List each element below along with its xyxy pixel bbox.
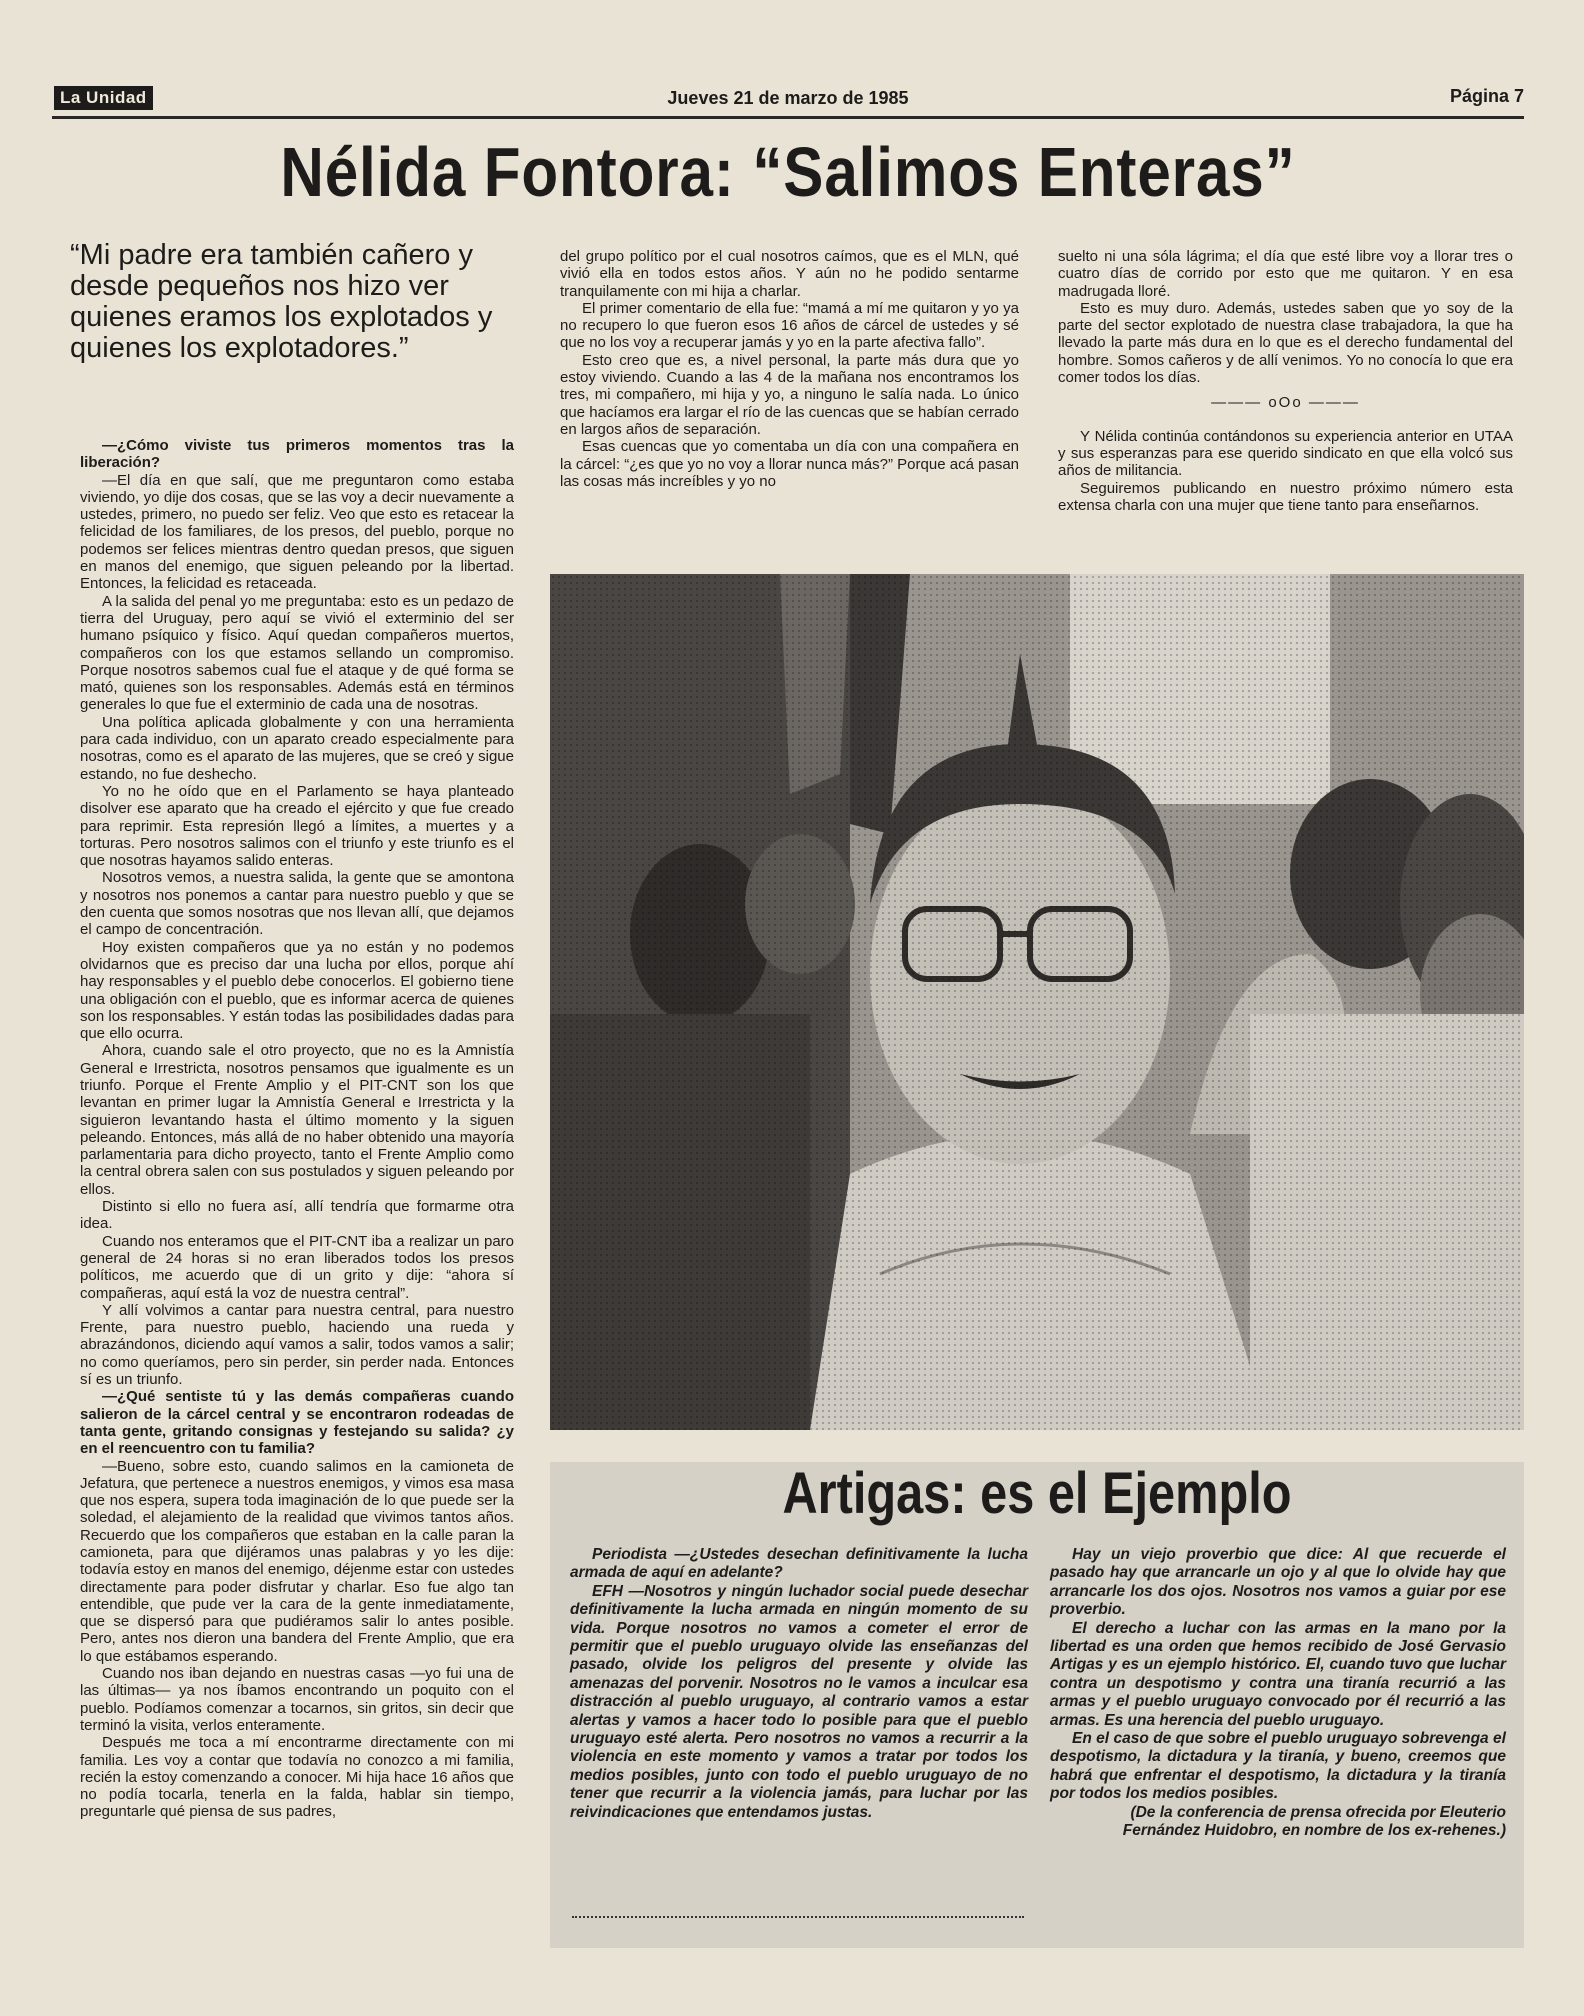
- pull-quote: “Mi padre era también cañero y desde pequeños nos hizo ver quienes eramos los explotados y quienes los explotadores.”: [70, 239, 493, 364]
- section-separator: ——— oOo ———: [1211, 394, 1360, 412]
- paragraph: Distinto si ello no fuera así, allí tendría que formarme otra idea.: [80, 1198, 514, 1233]
- article-column-2: [560, 248, 1019, 490]
- paragraph: Esto es muy duro. Además, ustedes saben que yo soy de la parte del sector explotado de nuestra clase trabajadora, la que ha llevado la parte más dura en lo que es el derecho fundamental del hombre. Somos cañeros y de allí venimos. Yo no conocía lo que era comer todos los días.: [1058, 299, 1513, 387]
- paragraph: del grupo político por el cual nosotros caímos, que es el MLN, qué vivió ella en todos estos años. Y aún no he podido sentarme tranquilamente con mi hija a charlar.: [560, 248, 1019, 300]
- paragraph: suelto ni una sóla lágrima; el día que esté libre voy a llorar tres o cuatro días de corrido por esto que me quitaron. Y en esa madrugada lloré.: [1058, 248, 1513, 300]
- paragraph: El primer comentario de ella fue: “mamá a mí me quitaron y yo ya no recupero lo que fueron esos 16 años de cárcel de ustedes y sé que no los voy a recuperar jamás y yo en la parte afectiva fallo”.: [560, 299, 1019, 352]
- paragraph: Y allí volvimos a cantar para nuestra central, para nuestro Frente, para nuestro pueblo, haciendo una rueda y abrazándonos, diciendo aquí vamos a salir, todos vamos a salir; no como queríamos, pero sin perder, sin perder nada. Entonces sí es un triunfo.: [80, 1301, 514, 1389]
- paragraph: Una política aplicada globalmente y con una herramienta para cada individuo, con un aparato creado especialmente para nosotras, como es el aparato de las mujeres, que se creó y sigue estando, no fue deshecho.: [80, 713, 514, 783]
- paragraph: —Bueno, sobre esto, cuando salimos en la camioneta de Jefatura, que pertenece a nuestros enemigos, y vimos esa masa que nos espera, supera toda imaginación de lo que puede ser la soledad, el alejamiento de la realidad que vivimos tantos años. Recuerdo que los compañeros que estaban en la calle paran la camioneta, para que dijéramos unas palabras y yo les dije: todavía estoy en manos del enemigo, déjenme estar con ustedes directamente para poder disfrutar y charlar. Eso fue algo tan entendible, que pude ver la cara de la gente inmediatamente, que se dispersó para que pudiéramos salir lo antes posible. Pero, antes nos dieron una bandera del Frente Amplio, que era lo que estábamos esperando.: [80, 1457, 514, 1665]
- paragraph: Seguiremos publicando en nuestro próximo número esta extensa charla con una mujer que tiene tanto para enseñarnos.: [1058, 479, 1513, 514]
- paragraph: Cuando nos iban dejando en nuestras casas —yo fui una de las últimas— ya nos íbamos encontrando un poquito con el pueblo. Podíamos comenzar a tocarnos, sin gritos, sin decir que terminó la visita, verlos enteramente.: [80, 1665, 514, 1734]
- dotted-rule: [572, 1916, 1024, 1918]
- paragraph: El derecho a luchar con las armas en la mano por la libertad es una orden que hemos recibido de José Gervasio Artigas y es un ejemplo histórico. El, cuando tuvo que luchar contra un despotismo y contra una tiranía recurrió a las armas y el pueblo uruguayo convocado por él recurrió a las armas. Es una herencia del pueblo uruguayo.: [1050, 1619, 1506, 1729]
- paragraph: Hay un viejo proverbio que dice: Al que recuerde el pasado hay que arrancarle un ojo y al que lo olvide hay que arrancarle los dos ojos. Nosotros nos vamos a guiar por ese proverbio.: [1050, 1546, 1506, 1619]
- source-credit: (De la conferencia de prensa ofrecida por Eleuterio Fernández Huidobro, en nombre de los ex-rehenes.): [1122, 1803, 1506, 1840]
- paragraph: Periodista —¿Ustedes desechan definitivamente la lucha armada de aquí en adelante?: [570, 1546, 1028, 1582]
- paragraph: A la salida del penal yo me preguntaba: esto es un pedazo de tierra del Uruguay, pero aquí se vivió el exterminio del ser humano psíquico y físico. Aquí quedan compañeros muertos, compañeros con los que estamos sellando un compromiso. Porque nosotros sabemos cual fue el ataque y de qué forma se mató, quienes son los responsables. Además está en términos generales lo que fue el exterminio de cada una de nosotras.: [80, 592, 514, 714]
- paragraph: Nosotros vemos, a nuestra salida, la gente que se amontona y nosotros nos ponemos a cantar para nuestro pueblo y que se den cuenta que somos nosotras que nos llevan allí, que dejamos el campo de concentración.: [80, 869, 514, 939]
- article-column-1: [80, 437, 514, 1821]
- paragraph: Esto creo que es, a nivel personal, la parte más dura que yo estoy viviendo. Cuando a las 4 de la mañana nos encontramos los tres, mi compañero, mi hija y yo, a ninguno le salía nada. Lo único que hacíamos era largar el río de las cuencas que se habían cerrado en largos años de separación.: [560, 351, 1019, 438]
- interview-question: —¿Cómo viviste tus primeros momentos tras la liberación?: [80, 437, 514, 472]
- paragraph: —El día en que salí, que me preguntaron como estaba viviendo, yo dije dos cosas, que se las voy a decir nuevamente a ustedes, primero, no puedo ser feliz. Veo que esto es retacear la felicidad de los familiares, de los presos, del pueblo, porque no podemos ser felices mientras dentro quedan presos, que siguen en manos del enemigo, que siguen peleando por la libertad. Entonces, la felicidad es retaceada.: [80, 471, 514, 593]
- page-number: Página 7: [1449, 86, 1524, 106]
- article-column-3: [1058, 248, 1513, 514]
- paragraph: Yo no he oído que en el Parlamento se haya planteado disolver ese aparato que ha creado el ejército y que fue creado para reprimir. Esta represión llegó a límites, a muertes y a torturas. Pero nosotros salimos con el triunfo y este triunfo es el que nosotras hayamos salido enteras.: [80, 782, 514, 870]
- paragraph: Hoy existen compañeros que ya no están y no podemos olvidarnos que es preciso dar una lucha por ellos, porque ahí hay responsables y el pueblo debe conocerlos. El gobierno tiene una obligación con el pueblo, que es informar acerca de quienes son los responsables. Y están todas las posibilidades dadas para que ello ocurra.: [80, 938, 514, 1043]
- article-headline: Nélida Fontora: “Salimos Enteras”: [280, 133, 1296, 211]
- newspaper-logo: La Unidad: [54, 86, 153, 110]
- issue-date: Jueves 21 de marzo de 1985: [667, 88, 909, 108]
- masthead: [52, 84, 1524, 119]
- sidebar-headline: Artigas: es el Ejemplo: [782, 1461, 1292, 1526]
- paragraph: En el caso de que sobre el pueblo uruguayo sobrevenga el despotismo, la dictadura y la tiranía, y bueno, creemos que habrá que enfrentar el despotismo, la dictadura y la tiranía por todos los medios posibles.: [1050, 1730, 1506, 1803]
- interview-question: —¿Qué sentiste tú y las demás compañeras cuando salieron de la cárcel central y se encontraron rodeadas de tanta gente, gritando consignas y festejando su salida? ¿y en el reencuentro con tu familia?: [80, 1388, 514, 1458]
- portrait-photo: [550, 574, 1524, 1430]
- halftone-photo-illustration: [550, 574, 1524, 1430]
- sidebar-column-left: [570, 1546, 1028, 1822]
- paragraph: Ahora, cuando sale el otro proyecto, que no es la Amnistía General e Irrestricta, nosotros pensamos que igualmente es un triunfo. Porque el Frente Amplio y el PIT-CNT son los que levantan en primer lugar la Amnistía General e Irrestricta y la siguieron levantando hasta el último momento y la siguen peleando. Entonces, más allá de no haber obtenido una mayoría parlamentaria para dicho proyecto, tanto el Frente Amplio como la central obrera salen con sus postulados y siguen peleando por ellos.: [80, 1042, 514, 1198]
- paragraph: EFH —Nosotros y ningún luchador social puede desechar definitivamente la lucha armada en ningún momento de su vida. Porque nosotros no vamos a cometer el error de permitir que el pueblo uruguayo olvide las enseñanzas del pasado, olvide los peligros del presente y olvide las amenazas del porvenir. Nosotros no le vamos a inculcar esa distracción al pueblo uruguayo, al contrario vamos a estar alertas y vamos a hacer todo lo posible para que el pueblo uruguayo esté alerta. Pero nosotros no vamos a recurrir a la violencia en este momento y vamos a tratar por todos los medios posibles, junto con todo el pueblo uruguayo de no tener que recurrir a la violencia jamás, para luchar por las reivindicaciones que entendamos justas.: [570, 1582, 1028, 1821]
- paragraph: Cuando nos enteramos que el PIT-CNT iba a realizar un paro general de 24 horas si no eran liberados todos los presos políticos, me acuerdo que di un grito y dije: “ahora sí compañeras, aquí está la voz de nuestra central”.: [80, 1232, 514, 1302]
- paragraph: Después me toca a mí encontrarme directamente con mi familia. Les voy a contar que todavía no conozco a mi familia, recién la estoy comenzando a conocer. Mi hija hace 16 años que no podía tocarla, tenerla en la falda, hablar sin tiempo, preguntarle qué piensa de sus padres,: [80, 1734, 514, 1821]
- sidebar-column-right: [1050, 1546, 1506, 1841]
- paragraph: Esas cuencas que yo comentaba un día con una compañera en la cárcel: “¿es que yo no voy a llorar nunca más?” Porque acá pasan las cosas más increíbles y yo no: [560, 438, 1019, 490]
- paragraph: Y Nélida continúa contándonos su experiencia anterior en UTAA y sus esperanzas para ese querido sindicato en que ella volcó sus años de militancia.: [1058, 427, 1513, 480]
